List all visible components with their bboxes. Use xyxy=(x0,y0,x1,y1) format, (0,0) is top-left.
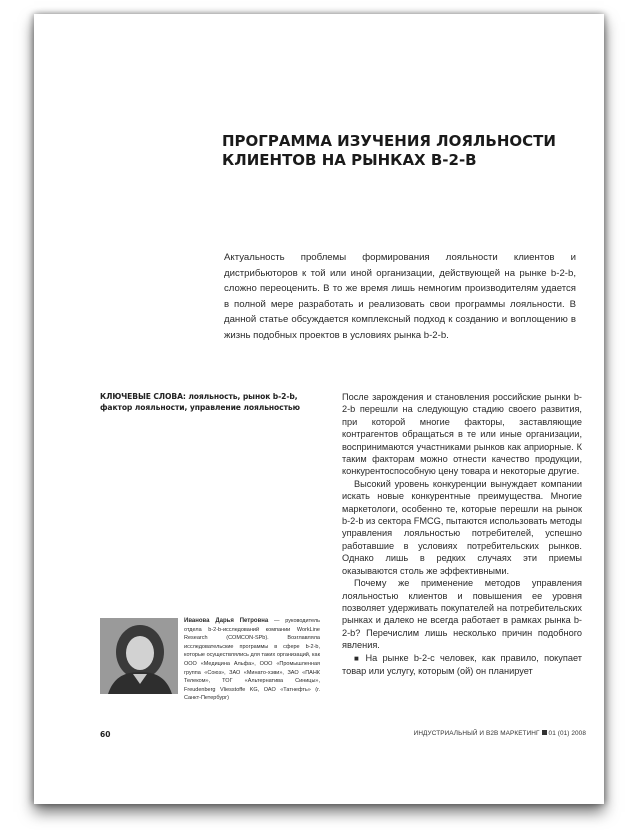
running-footer xyxy=(414,730,586,737)
body-bullet-text: На рынке b-2-c человек, как правило, покупает товар или услугу, которым (ой) он планирует xyxy=(342,652,582,676)
author-portrait-icon xyxy=(100,618,178,694)
square-separator-icon xyxy=(542,730,547,735)
author-name: Иванова Дарья Петровна xyxy=(184,618,269,624)
article-title-line-1: ПРОГРАММА ИЗУЧЕНИЯ ЛОЯЛЬНОСТИ xyxy=(222,132,556,150)
keywords: КЛЮЧЕВЫЕ СЛОВА: лояльность, рынок b-2-b, фактор лояльности, управление лояльностью xyxy=(100,392,300,412)
author-photo xyxy=(100,618,178,694)
body-paragraph-2: Высокий уровень конкуренции вынуждает компании искать новые конкурентные преимущества. Многие маркетологи, особенно те, которые перешли на рынок b-2-b из сектора FMCG, пытаются использовать методы управления лояльностью потребителей, успешно работавшие в условиях потребительских рынков. Однако лишь в редких случаях эти приемы оказываются столь же эффективными. xyxy=(342,478,582,576)
journal-issue: 01 (01) 2008 xyxy=(548,730,586,737)
author-bio: — руководитель отдела b-2-b-исследований компании WorkLine Research (COMCON-SPb). Возглавляла исследовательские программы в сфере b-2-b, которые осуществлялись для таких организаций, как ООО «Медицина Альфа», ООО «Промышленная группа «Союз», ЗАО «Минато-хэви», ЗАО «ПАНК Телеком», ТОГ «Альтернатива Синицы», Freudenberg Vliesstoffe KG, ОАО «Татнефть» (г. Санкт-Петербург) xyxy=(184,618,320,702)
article-body xyxy=(342,391,582,677)
body-paragraph-3: Почему же применение методов управления лояльностью клиентов и повышения ее уровня позволяет удерживать покупателей на потребительских рынках и далеко не всегда работает в рамках рынка b-2-b? Перечислим лишь несколько причин подобного явления. xyxy=(342,578,582,651)
bullet-square-icon: ■ xyxy=(354,653,362,663)
author-info xyxy=(184,617,320,703)
article-title xyxy=(222,132,582,170)
article-title-line-2: КЛИЕНТОВ НА РЫНКАХ B-2-B xyxy=(222,151,477,169)
page-number: 60 xyxy=(100,730,111,739)
journal-name: ИНДУСТРИАЛЬНЫЙ И B2B МАРКЕТИНГ xyxy=(413,730,540,737)
article-lead: Актуальность проблемы формирования лояльности клиентов и дистрибьюторов к той или иной организации, действующей на рынке b-2-b, сложно переоценить. В то же время лишь немногим производителям удается в полной мере разработать и реализовать свои программы лояльности. В данной статье обсуждается комплексный подход к созданию и воплощению в жизнь подобных проектов в условиях рынка b-2-b. xyxy=(224,252,576,341)
journal-page xyxy=(34,14,604,804)
body-paragraph-1: После зарождения и становления российские рынки b-2-b перешли на следующую стадию своего развития, при которой многие факторы, заставляющие контрагентов обращаться в те или иные организации, воспринимаются участниками рынков как априорные. К таким факторам можно отнести качество продукции, конкурентоспособную цену товара и некоторые другие. xyxy=(342,392,582,477)
body-bullet xyxy=(342,652,582,678)
